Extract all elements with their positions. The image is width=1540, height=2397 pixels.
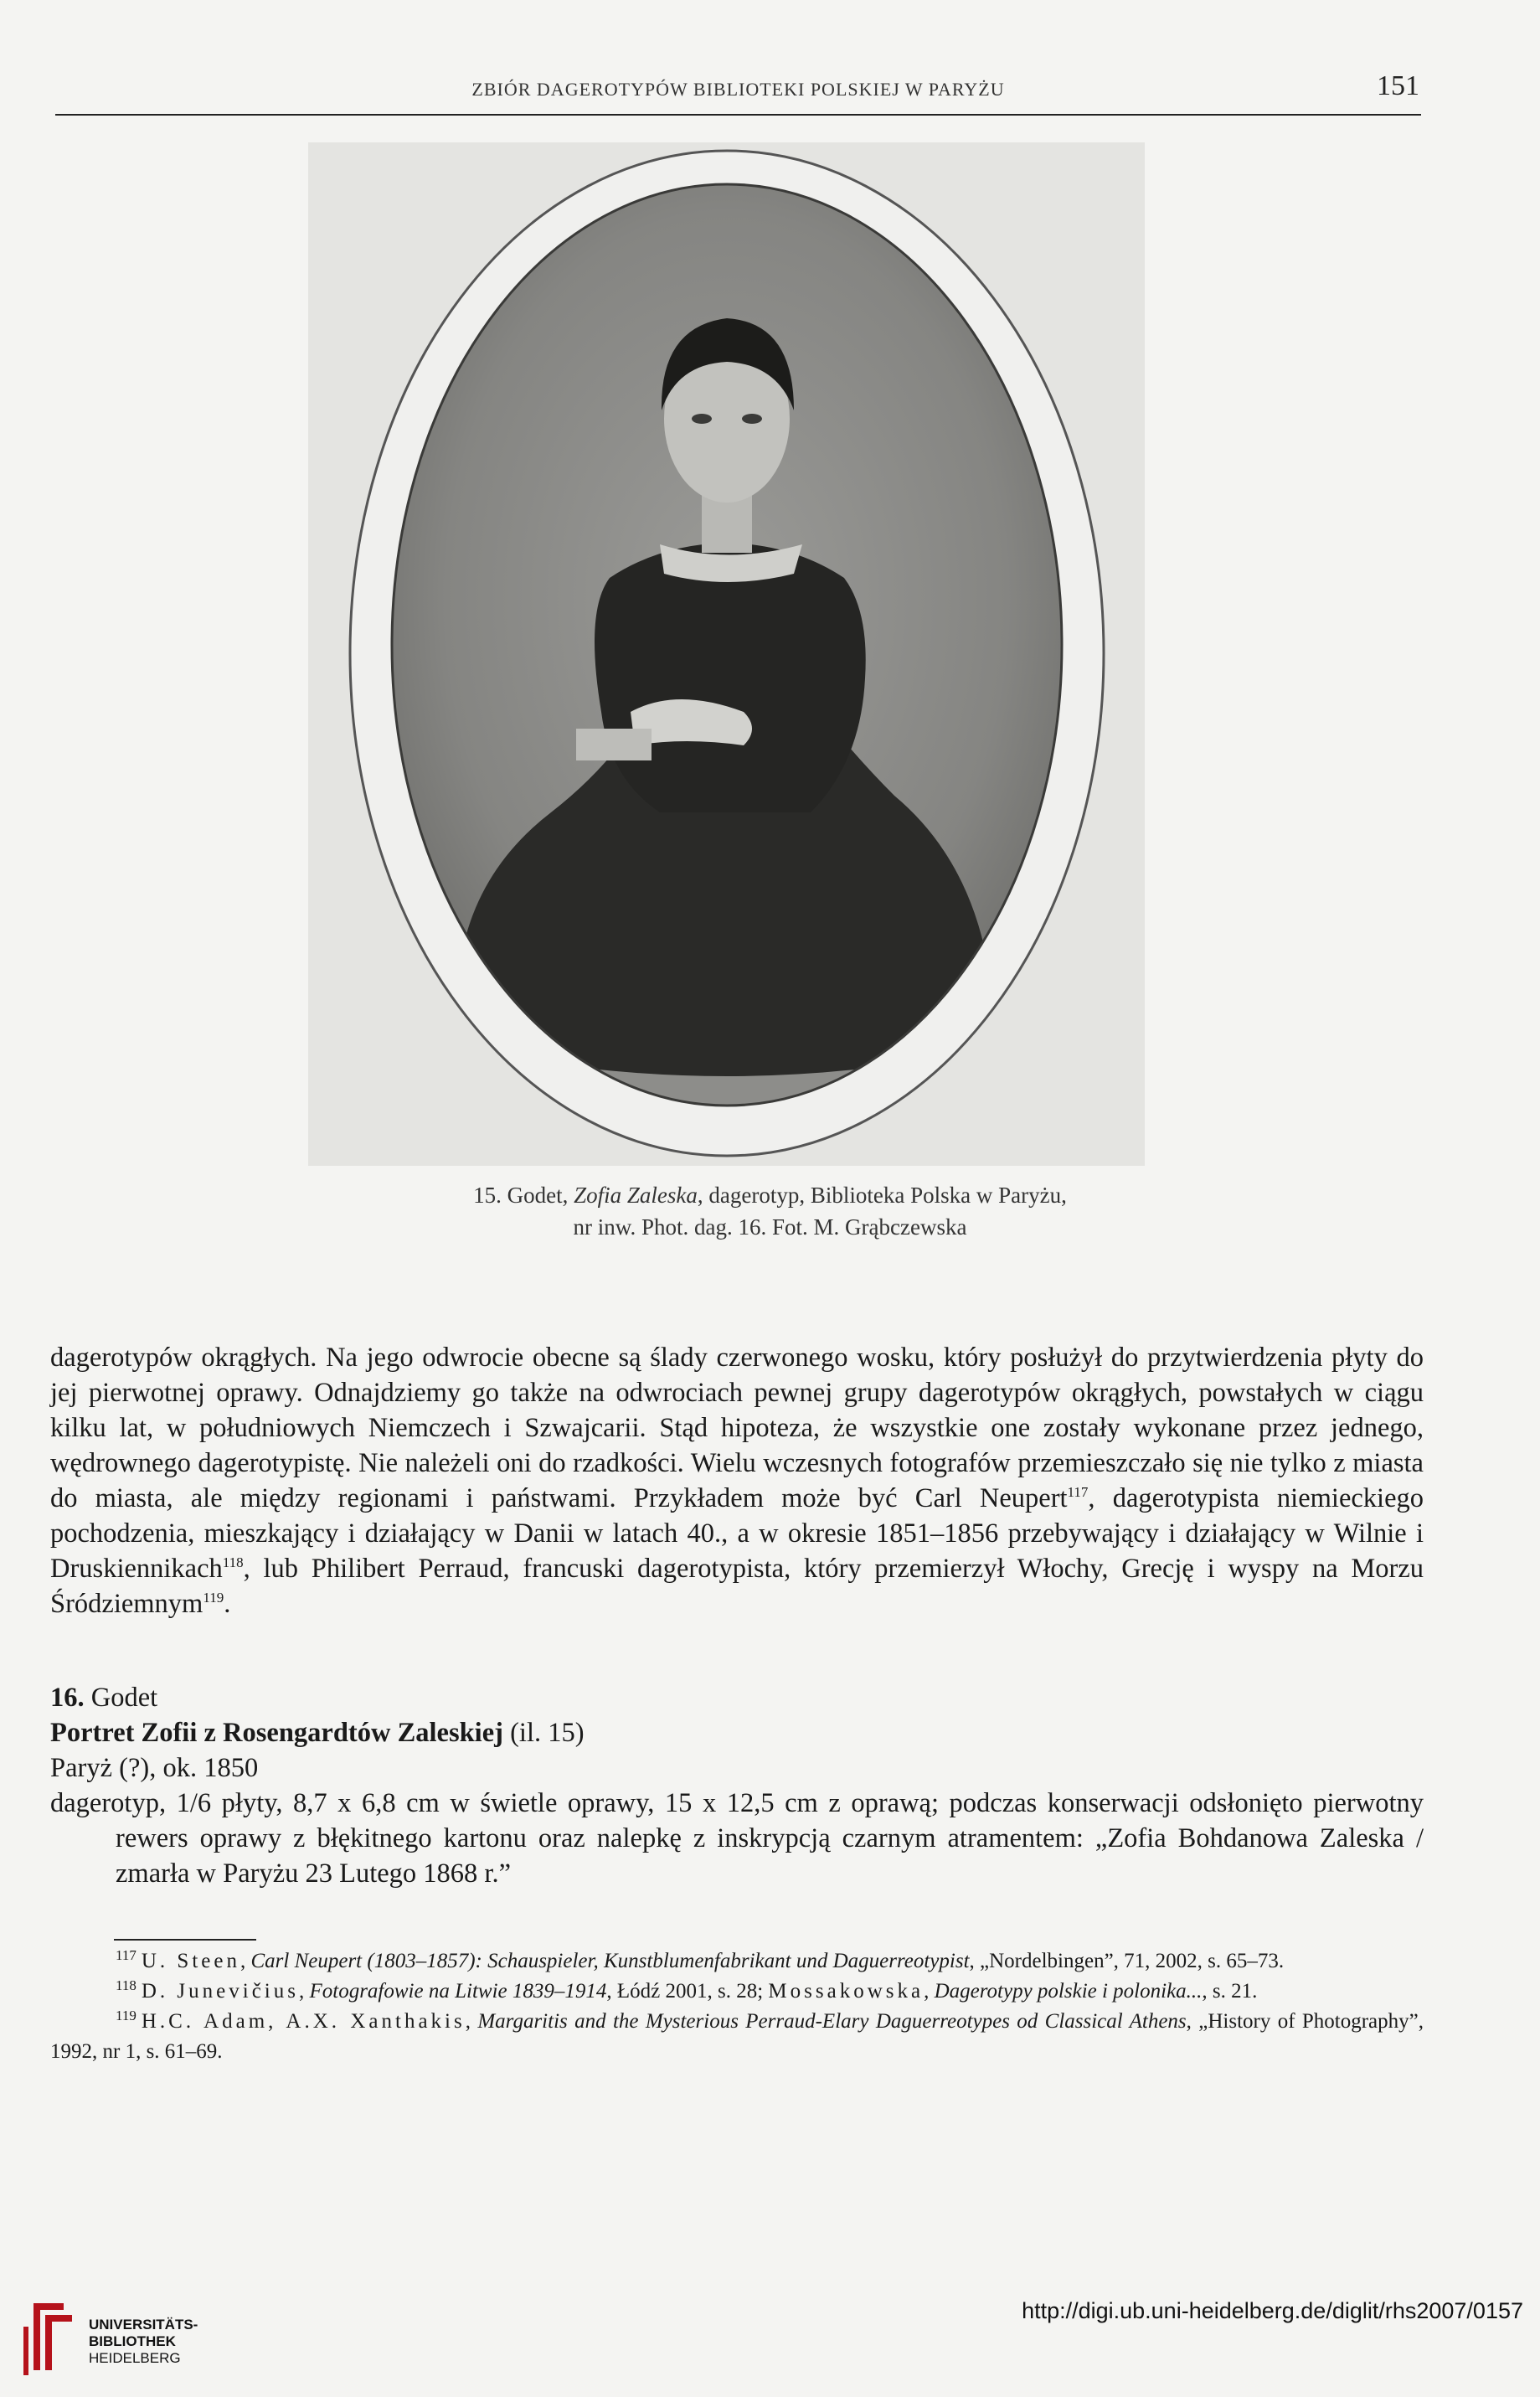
body-paragraph: dagerotypów okrągłych. Na jego odwrocie obecne są ślady czerwonego wosku, który posłużył do przytwierdzenia płyty do jej pierwotnej oprawy. Odnajdziemy go także na odwrociach pewnej grupy dagerotypów okrągłych, powstałych w ciągu kilku lat, w południowych Niemczech i Szwajcarii. Stąd hipoteza, że wszystkie one zostały wykonane przez jednego, wędrownego dagerotypistę. Nie należeli oni do rzadkości. Wielu wczesnych fotografów przemieszczało się nie tylko z miasta do miasta, ale między regionami i państwami. Przykładem może być Carl Neupert$^{117}$, dagerotypista niemieckiego pochodzenia, mieszkający i działający w Danii w latach 40., a w okresie 1851–1856 przebywający i działający w Wilnie i Druskiennikach$^{118}$, lub Philibert Perraud, francuski dagerotypista, który przemierzył Włochy, Grecję i wyspy na Morzu Śródziemnym$^{119}$. [50,1343,1424,1619]
heidelberg-library-logo-icon [17,2293,80,2377]
entry-place-date: Paryż (?), ok. 1850 [50,1753,259,1783]
caption-line-2: nr inw. Phot. dag. 16. Fot. M. Grąbczewska [573,1214,967,1240]
caption-title: Zofia Zaleska [574,1183,698,1208]
footnote-119: $^{119}$ H.C. Adam, A.X. Xanthakis, Margaritis and the Mysterious Perraud-Elary Daguerreotypes od Classical Athens, „History of Photography”, 1992, nr 1, s. 61–69. [50,2007,1424,2063]
catalog-entry [50,1680,1424,1891]
page-number: 151 [1377,70,1419,101]
library-logo[interactable] [17,2293,234,2377]
caption-line-1: 15. Godet, Zofia Zaleska, dagerotyp, Biblioteka Polska w Paryżu, [473,1183,1067,1208]
footnote-ref-117[interactable]: 117 [1067,1484,1089,1501]
running-title: ZBIÓR DAGEROTYPÓW BIBLIOTEKI POLSKIEJ W PARYŻU [471,79,1005,100]
source-url[interactable]: http://digi.ub.uni-heidelberg.de/diglit/rhs2007/0157 [1022,2298,1523,2323]
footnote-118: $^{118}$ D. Junevičius, Fotografowie na Litwie 1839–1914, Łódź 2001, s. 28; Mossakowska, Dagerotypy polskie i polonika..., s. 21. [116,1977,1258,2003]
entry-title-line [50,1715,1424,1750]
entry-title: Portret Zofii z Rosengardtów Zaleskiej [50,1718,503,1748]
entry-number: 16. [50,1683,85,1713]
page-header [55,70,1421,116]
figure-caption [251,1179,1289,1243]
daguerreotype-image [308,142,1145,1166]
footnote-divider [114,1939,256,1941]
library-name: UNIVERSITÄTS- BIBLIOTHEK HEIDELBERG [89,2317,198,2366]
entry-description: dagerotyp, 1/6 płyty, 8,7 x 6,8 cm w świetle oprawy, 15 x 12,5 cm z oprawą; podczas konserwacji odsłonięto pierwotny rewers oprawy z błękitnego kartonu oraz nalepkę z inskrypcją czarnym atramentem: „Zofia Bohdanowa Zaleska / zmarła w Paryżu 23 Lutego 1868 r.” [50,1788,1424,1889]
entry-heading [50,1680,1424,1715]
footnote-ref-118[interactable]: 118 [222,1554,244,1571]
entry-illustration-ref: (il. 15) [502,1718,585,1748]
footnotes [50,1946,1424,2067]
entry-author: Godet [84,1683,158,1713]
footnote-117: $^{117}$ U. Steen, Carl Neupert (1803–1857): Schauspieler, Kunstblumenfabrikant und Daguerreotypist, „Nordelbingen”, 71, 2002, s. 65–73. [116,1946,1285,1972]
daguerreotype-photo [308,142,1145,1166]
footnote-ref-119[interactable]: 119 [203,1590,224,1606]
